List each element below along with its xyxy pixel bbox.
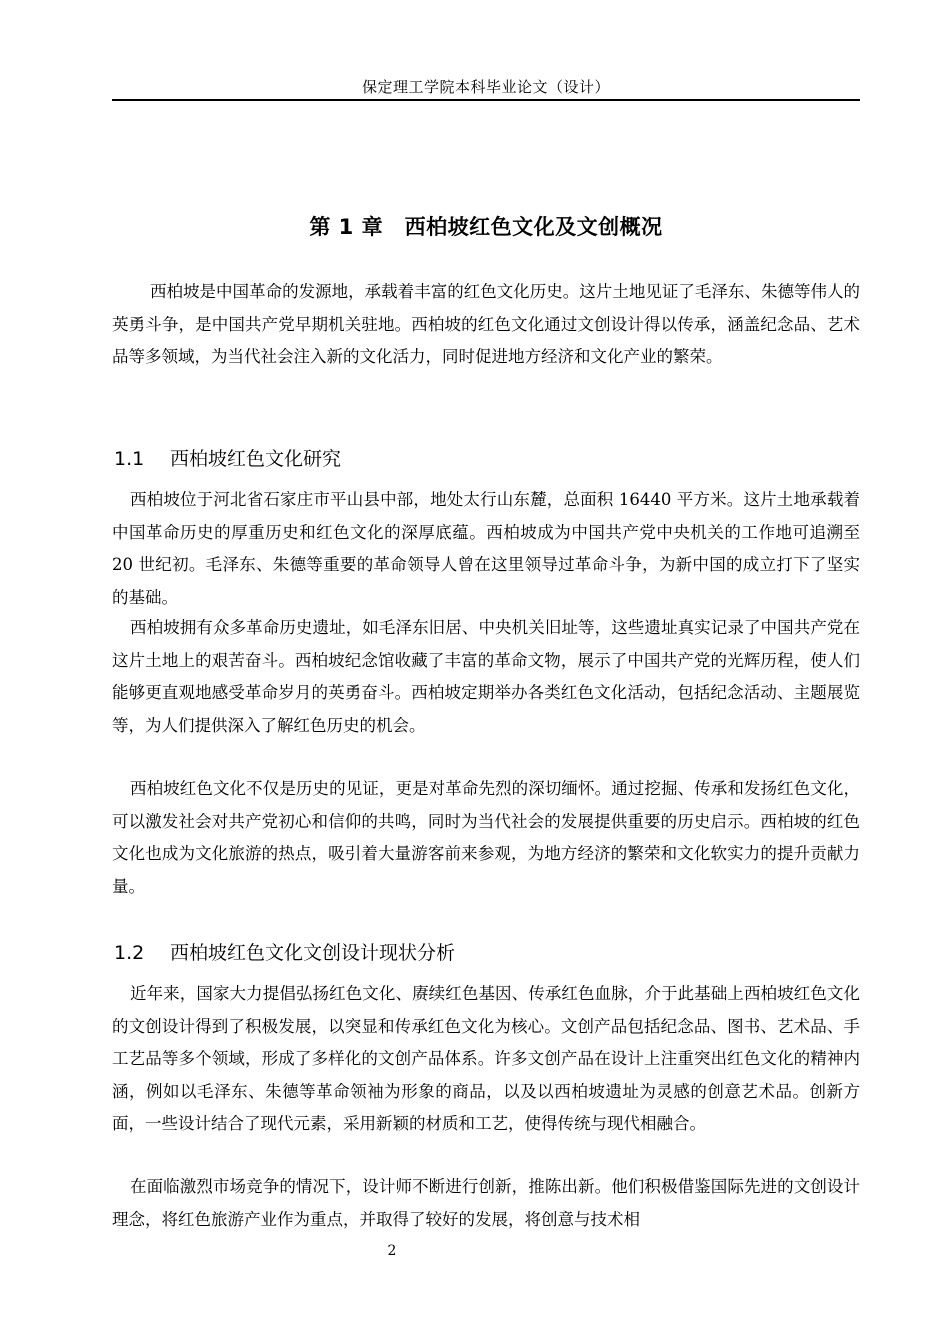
body-paragraph: 近年来，国家大力提倡弘扬红色文化、赓续红色基因、传承红色血脉，介于此基础上西柏坡红色文化的文创设计得到了积极发展，以突显和传承红色文化为核心。文创产品包括纪念品、图书、艺术品、手工艺品等多个领域，形成了多样化的文创产品体系。许多文创产品在设计上注重突出红色文化的精神内涵，例如以毛泽东、朱德等革命领袖为形象的商品，以及以西柏坡遗址为灵感的创意艺术品。创新方面，一些设计结合了现代元素，采用新颖的材质和工艺，使得传统与现代相融合。 bbox=[112, 984, 860, 1133]
section-number: 1.2 bbox=[114, 942, 145, 964]
section-heading-1-2 bbox=[114, 938, 455, 965]
body-paragraph: 西柏坡位于河北省石家庄市平山县中部，地处太行山东麓，总面积 16440 平方米。这片土地承载着中国革命历史的厚重历史和红色文化的深厚底蕴。西柏坡成为中国共产党中央机关的工作地可追溯至 20 世纪初。毛泽东、朱德等重要的革命领导人曾在这里领导过革命斗争，为新中国的成立打下了坚实的基础。 bbox=[112, 490, 860, 607]
chapter-title: 第 1 章 西柏坡红色文化及文创概况 bbox=[309, 215, 663, 239]
body-paragraph: 在面临激烈市场竞争的情况下，设计师不断进行创新，推陈出新。他们积极借鉴国际先进的文创设计理念，将红色旅游产业作为重点，并取得了较好的发展，将创意与技术相 bbox=[112, 1177, 860, 1229]
section-number: 1.1 bbox=[114, 448, 145, 470]
body-paragraph: 西柏坡红色文化不仅是历史的见证，更是对革命先烈的深切缅怀。通过挖掘、传承和发扬红色文化，可以激发社会对共产党初心和信仰的共鸣，同时为当代社会的发展提供重要的历史启示。西柏坡的红色文化也成为文化旅游的热点，吸引着大量游客前来参观，为地方经济的繁荣和文化软实力的提升贡献力量。 bbox=[112, 779, 860, 896]
section-title: 西柏坡红色文化研究 bbox=[170, 448, 342, 470]
page-number: 2 bbox=[387, 1243, 397, 1259]
intro-paragraph: 西柏坡是中国革命的发源地，承载着丰富的红色文化历史。这片土地见证了毛泽东、朱德等伟人的英勇斗争，是中国共产党早期机关驻地。西柏坡的红色文化通过文创设计得以传承，涵盖纪念品、艺术品等多领域，为当代社会注入新的文化活力，同时促进地方经济和文化产业的繁荣。 bbox=[112, 282, 860, 366]
section-heading-1-1 bbox=[114, 444, 341, 471]
body-paragraph: 西柏坡拥有众多革命历史遗址，如毛泽东旧居、中央机关旧址等，这些遗址真实记录了中国共产党在这片土地上的艰苦奋斗。西柏坡纪念馆收藏了丰富的革命文物，展示了中国共产党的光辉历程，使人们能够更直观地感受革命岁月的英勇奋斗。西柏坡定期举办各类红色文化活动，包括纪念活动、主题展览等，为人们提供深入了解红色历史的机会。 bbox=[112, 618, 860, 735]
header-rule bbox=[112, 99, 860, 101]
section-title: 西柏坡红色文化文创设计现状分析 bbox=[170, 942, 456, 964]
running-header: 保定理工学院本科毕业论文（设计） bbox=[361, 78, 610, 96]
